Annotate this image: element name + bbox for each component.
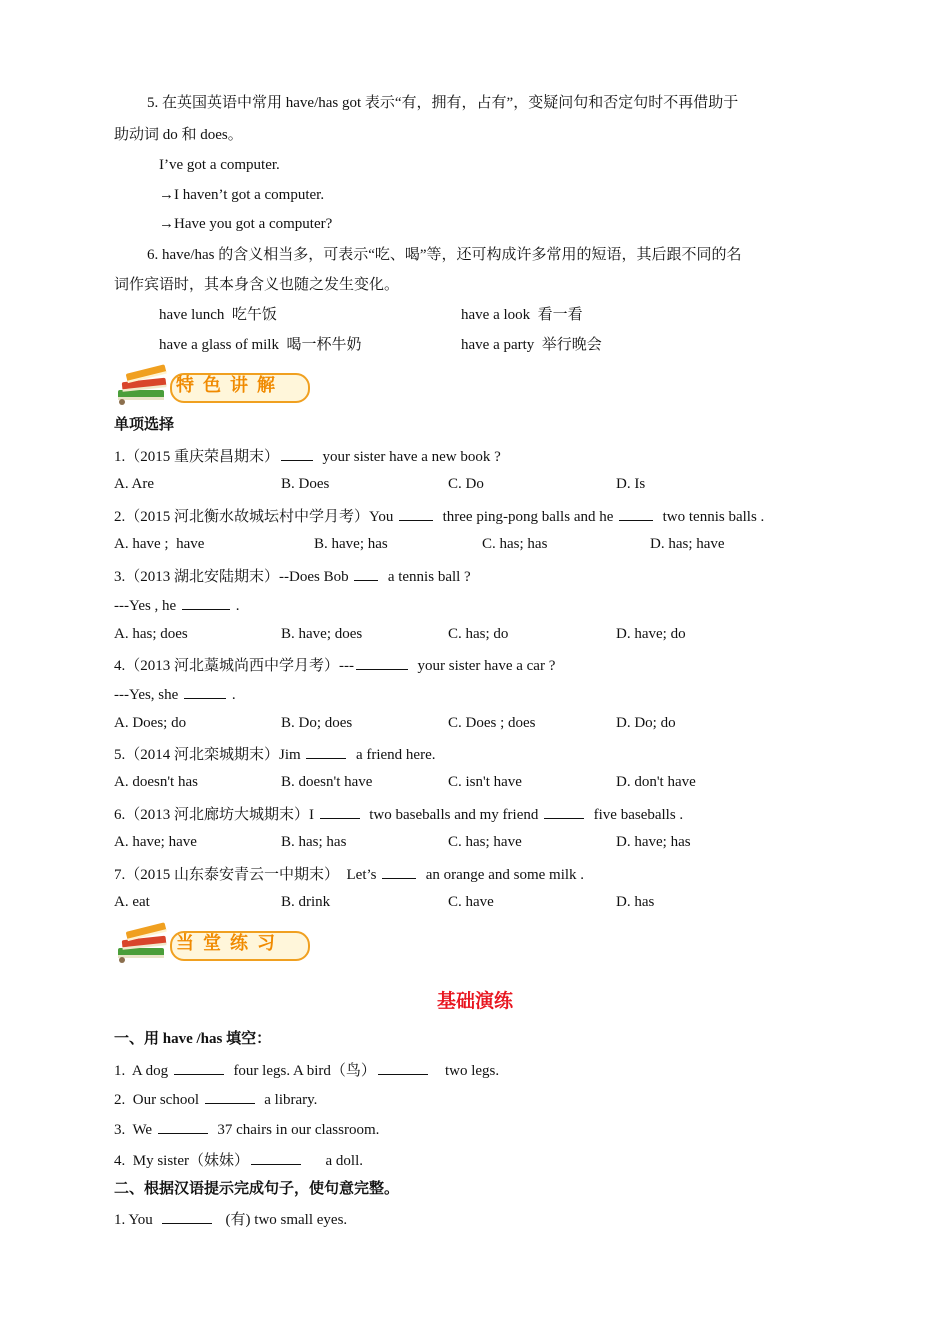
answer-blank[interactable]	[306, 743, 346, 759]
answer-blank[interactable]	[382, 863, 416, 879]
answer-option[interactable]: D. has; have	[650, 536, 725, 552]
answer-option[interactable]: A. doesn't has	[114, 774, 198, 790]
answer-blank[interactable]	[399, 505, 433, 521]
question-text: (有) two small eyes.	[214, 1212, 348, 1228]
question-text: your sister have a new book ?	[315, 449, 501, 465]
answer-option[interactable]: C. have	[448, 894, 494, 910]
answer-option[interactable]: A. has; does	[114, 626, 188, 642]
question-text: 1.（2015 重庆荣昌期末）	[114, 449, 280, 465]
answer-option[interactable]: C. has; have	[448, 834, 522, 850]
books-icon	[114, 918, 174, 964]
question-text: 37 chairs in our classroom.	[209, 1122, 380, 1138]
question-text: two legs.	[429, 1063, 500, 1079]
answer-option[interactable]: B. has; has	[281, 834, 347, 850]
question-stem	[114, 863, 584, 885]
part1-heading: 一、用 have /has 填空：	[114, 1031, 272, 1047]
answer-option[interactable]: C. has; do	[448, 626, 509, 642]
question-text: .	[231, 598, 240, 614]
question-text: four legs. A bird（鸟）	[225, 1063, 376, 1079]
answer-option[interactable]: C. isn't have	[448, 774, 522, 790]
question-answer-line	[114, 594, 239, 616]
answer-option[interactable]: C. Do	[448, 476, 484, 492]
mc-heading: 单项选择	[114, 417, 175, 433]
question-text: three ping-pong balls and he	[435, 509, 618, 525]
answer-option[interactable]: B. doesn't have	[281, 774, 373, 790]
question-text: 4.（2013 河北藁城尚西中学月考）---	[114, 658, 354, 674]
answer-blank[interactable]	[544, 803, 584, 819]
answer-blank[interactable]	[281, 445, 313, 461]
example-sentence: I’ve got a computer.	[159, 157, 280, 173]
question-text: .	[228, 687, 236, 703]
question-text: 5.（2014 河北栾城期末）Jim	[114, 747, 305, 763]
question-text: two baseballs and my friend	[361, 807, 543, 823]
answer-option[interactable]: A. eat	[114, 894, 150, 910]
answer-option[interactable]: C. Does ; does	[448, 715, 536, 731]
note-6-line-2: 词作宾语时，其本身含义也随之发生变化。	[114, 277, 400, 293]
answer-blank[interactable]	[205, 1088, 255, 1104]
answer-blank[interactable]	[619, 505, 653, 521]
fill-in-item	[114, 1088, 317, 1110]
question-answer-line	[114, 683, 236, 705]
question-text: 4. My sister（妹妹）	[114, 1153, 250, 1169]
answer-option[interactable]: D. have; do	[616, 626, 686, 642]
example-sentence: →Have you got a computer?	[159, 216, 333, 232]
question-stem	[114, 505, 764, 527]
banner-title: 当堂练习	[176, 933, 284, 954]
answer-option[interactable]: A. Does; do	[114, 715, 187, 731]
phrase-item: have lunch 吃午饭	[159, 307, 277, 323]
question-text: two tennis balls .	[655, 509, 765, 525]
question-text: ---Yes, she	[114, 687, 183, 703]
answer-option[interactable]: C. has; has	[482, 536, 548, 552]
phrase-item: have a glass of milk 喝一杯牛奶	[159, 337, 362, 353]
answer-option[interactable]: A. Are	[114, 476, 154, 492]
fill-in-item	[114, 1149, 363, 1171]
answer-option[interactable]: D. Do; do	[616, 715, 676, 731]
phrase-item: have a party 举行晚会	[461, 337, 602, 353]
answer-blank[interactable]	[356, 654, 408, 670]
part2-heading: 二、根据汉语提示完成句子，使句意完整。	[114, 1181, 400, 1197]
question-text: 1. A dog	[114, 1063, 172, 1079]
question-text: your sister have a car ?	[410, 658, 556, 674]
answer-option[interactable]: B. have; does	[281, 626, 363, 642]
question-stem	[114, 803, 683, 825]
question-text: 3.（2013 湖北安陆期末）--Does Bob	[114, 569, 353, 585]
fill-in-item	[114, 1208, 347, 1230]
question-text: five baseballs .	[586, 807, 684, 823]
answer-blank[interactable]	[182, 594, 230, 610]
note-5-line-2: 助动词 do 和 does。	[114, 127, 243, 143]
question-text: a doll.	[303, 1153, 364, 1169]
question-text: 2. Our school	[114, 1092, 203, 1108]
note-5-line-1: 5. 在英国英语中常用 have/has got 表示“有，拥有，占有”，变疑问句和否定句时不再借助于	[147, 95, 739, 111]
example-sentence: →I haven’t got a computer.	[159, 187, 325, 203]
question-text: a library.	[256, 1092, 318, 1108]
answer-option[interactable]: B. have; has	[314, 536, 388, 552]
question-text: 6.（2013 河北廊坊大城期末）I	[114, 807, 318, 823]
note-6-line-1: 6. have/has 的含义相当多，可表示“吃、喝”等，还可构成许多常用的短语，其后跟不同的名	[147, 247, 742, 263]
question-text: 1. You	[114, 1212, 161, 1228]
question-stem	[114, 654, 555, 676]
answer-option[interactable]: D. have; has	[616, 834, 691, 850]
answer-option[interactable]: D. Is	[616, 476, 646, 492]
banner-title: 特色讲解	[176, 375, 284, 396]
fill-in-item	[114, 1059, 499, 1081]
answer-option[interactable]: B. drink	[281, 894, 331, 910]
answer-blank[interactable]	[354, 565, 378, 581]
section-banner-practice	[114, 918, 310, 964]
answer-blank[interactable]	[378, 1059, 428, 1075]
question-text: 2.（2015 河北衡水故城坛村中学月考）You	[114, 509, 398, 525]
answer-option[interactable]: D. has	[616, 894, 655, 910]
question-text: 7.（2015 山东泰安青云一中期末） Let’s	[114, 867, 381, 883]
answer-option[interactable]: A. have ; have	[114, 536, 205, 552]
phrase-item: have a look 看一看	[461, 307, 583, 323]
answer-option[interactable]: D. don't have	[616, 774, 696, 790]
answer-option[interactable]: B. Do; does	[281, 715, 353, 731]
question-text: 3. We	[114, 1122, 156, 1138]
answer-option[interactable]: B. Does	[281, 476, 330, 492]
section-banner-features	[114, 360, 310, 406]
answer-blank[interactable]	[158, 1118, 208, 1134]
answer-blank[interactable]	[251, 1149, 301, 1165]
question-text: a tennis ball ?	[380, 569, 471, 585]
question-text: an orange and some milk .	[418, 867, 585, 883]
answer-blank[interactable]	[184, 683, 226, 699]
answer-blank[interactable]	[162, 1208, 212, 1224]
question-stem	[114, 743, 435, 765]
answer-blank[interactable]	[174, 1059, 224, 1075]
practice-title: 基础演练	[436, 990, 513, 1012]
books-icon	[114, 360, 174, 406]
fill-in-item	[114, 1118, 379, 1140]
answer-blank[interactable]	[320, 803, 360, 819]
question-stem	[114, 565, 471, 587]
question-text: a friend here.	[348, 747, 436, 763]
answer-option[interactable]: A. have; have	[114, 834, 197, 850]
question-text: ---Yes , he	[114, 598, 180, 614]
question-stem	[114, 445, 501, 467]
